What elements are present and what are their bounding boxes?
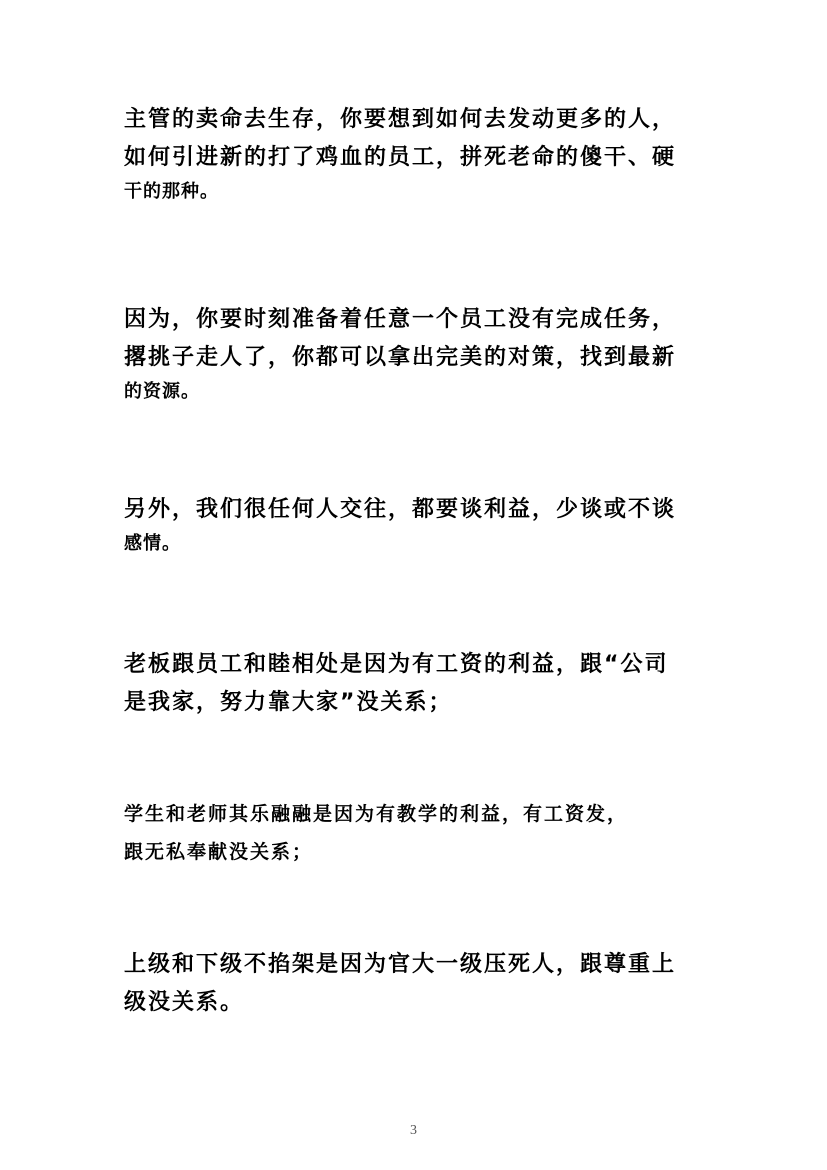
paragraph-line: 跟无私奉献没关系； xyxy=(124,841,314,863)
paragraph-2 xyxy=(124,301,724,407)
paragraph-6 xyxy=(124,946,724,1022)
paragraph-line: 感情。 xyxy=(124,533,181,554)
paragraph-line: 干的那种。 xyxy=(124,181,219,202)
paragraph-line: 另外，我们很任何人交往，都要谈利益，少谈或不谈 xyxy=(124,497,677,522)
paragraph-line: 因为，你要时刻准备着任意一个员工没有完成任务， xyxy=(124,307,677,332)
page-number: 3 xyxy=(410,1123,417,1138)
paragraph-4 xyxy=(124,646,724,722)
paragraph-line: 学生和老师其乐融融是因为有教学的利益，有工资发， xyxy=(124,803,629,825)
paragraph-line: 上级和下级不掐架是因为官大一级压死人，跟尊重上 xyxy=(124,952,677,977)
paragraph-line: 如何引进新的打了鸡血的员工，拼死老命的傻干、硬 xyxy=(124,145,677,170)
paragraph-line: 是我家，努力靠大家”没关系； xyxy=(124,690,453,715)
paragraph-5 xyxy=(124,795,724,871)
paragraph-1 xyxy=(124,101,724,207)
paragraph-3 xyxy=(124,491,724,559)
paragraph-line: 的资源。 xyxy=(124,381,200,402)
paragraph-line: 主管的卖命去生存，你要想到如何去发动更多的人， xyxy=(124,107,677,132)
paragraph-line: 撂挑子走人了，你都可以拿出完美的对策，找到最新 xyxy=(124,345,677,370)
paragraph-line: 级没关系。 xyxy=(124,990,245,1015)
paragraph-line: 老板跟员工和睦相处是因为有工资的利益，跟“公司 xyxy=(124,652,669,677)
